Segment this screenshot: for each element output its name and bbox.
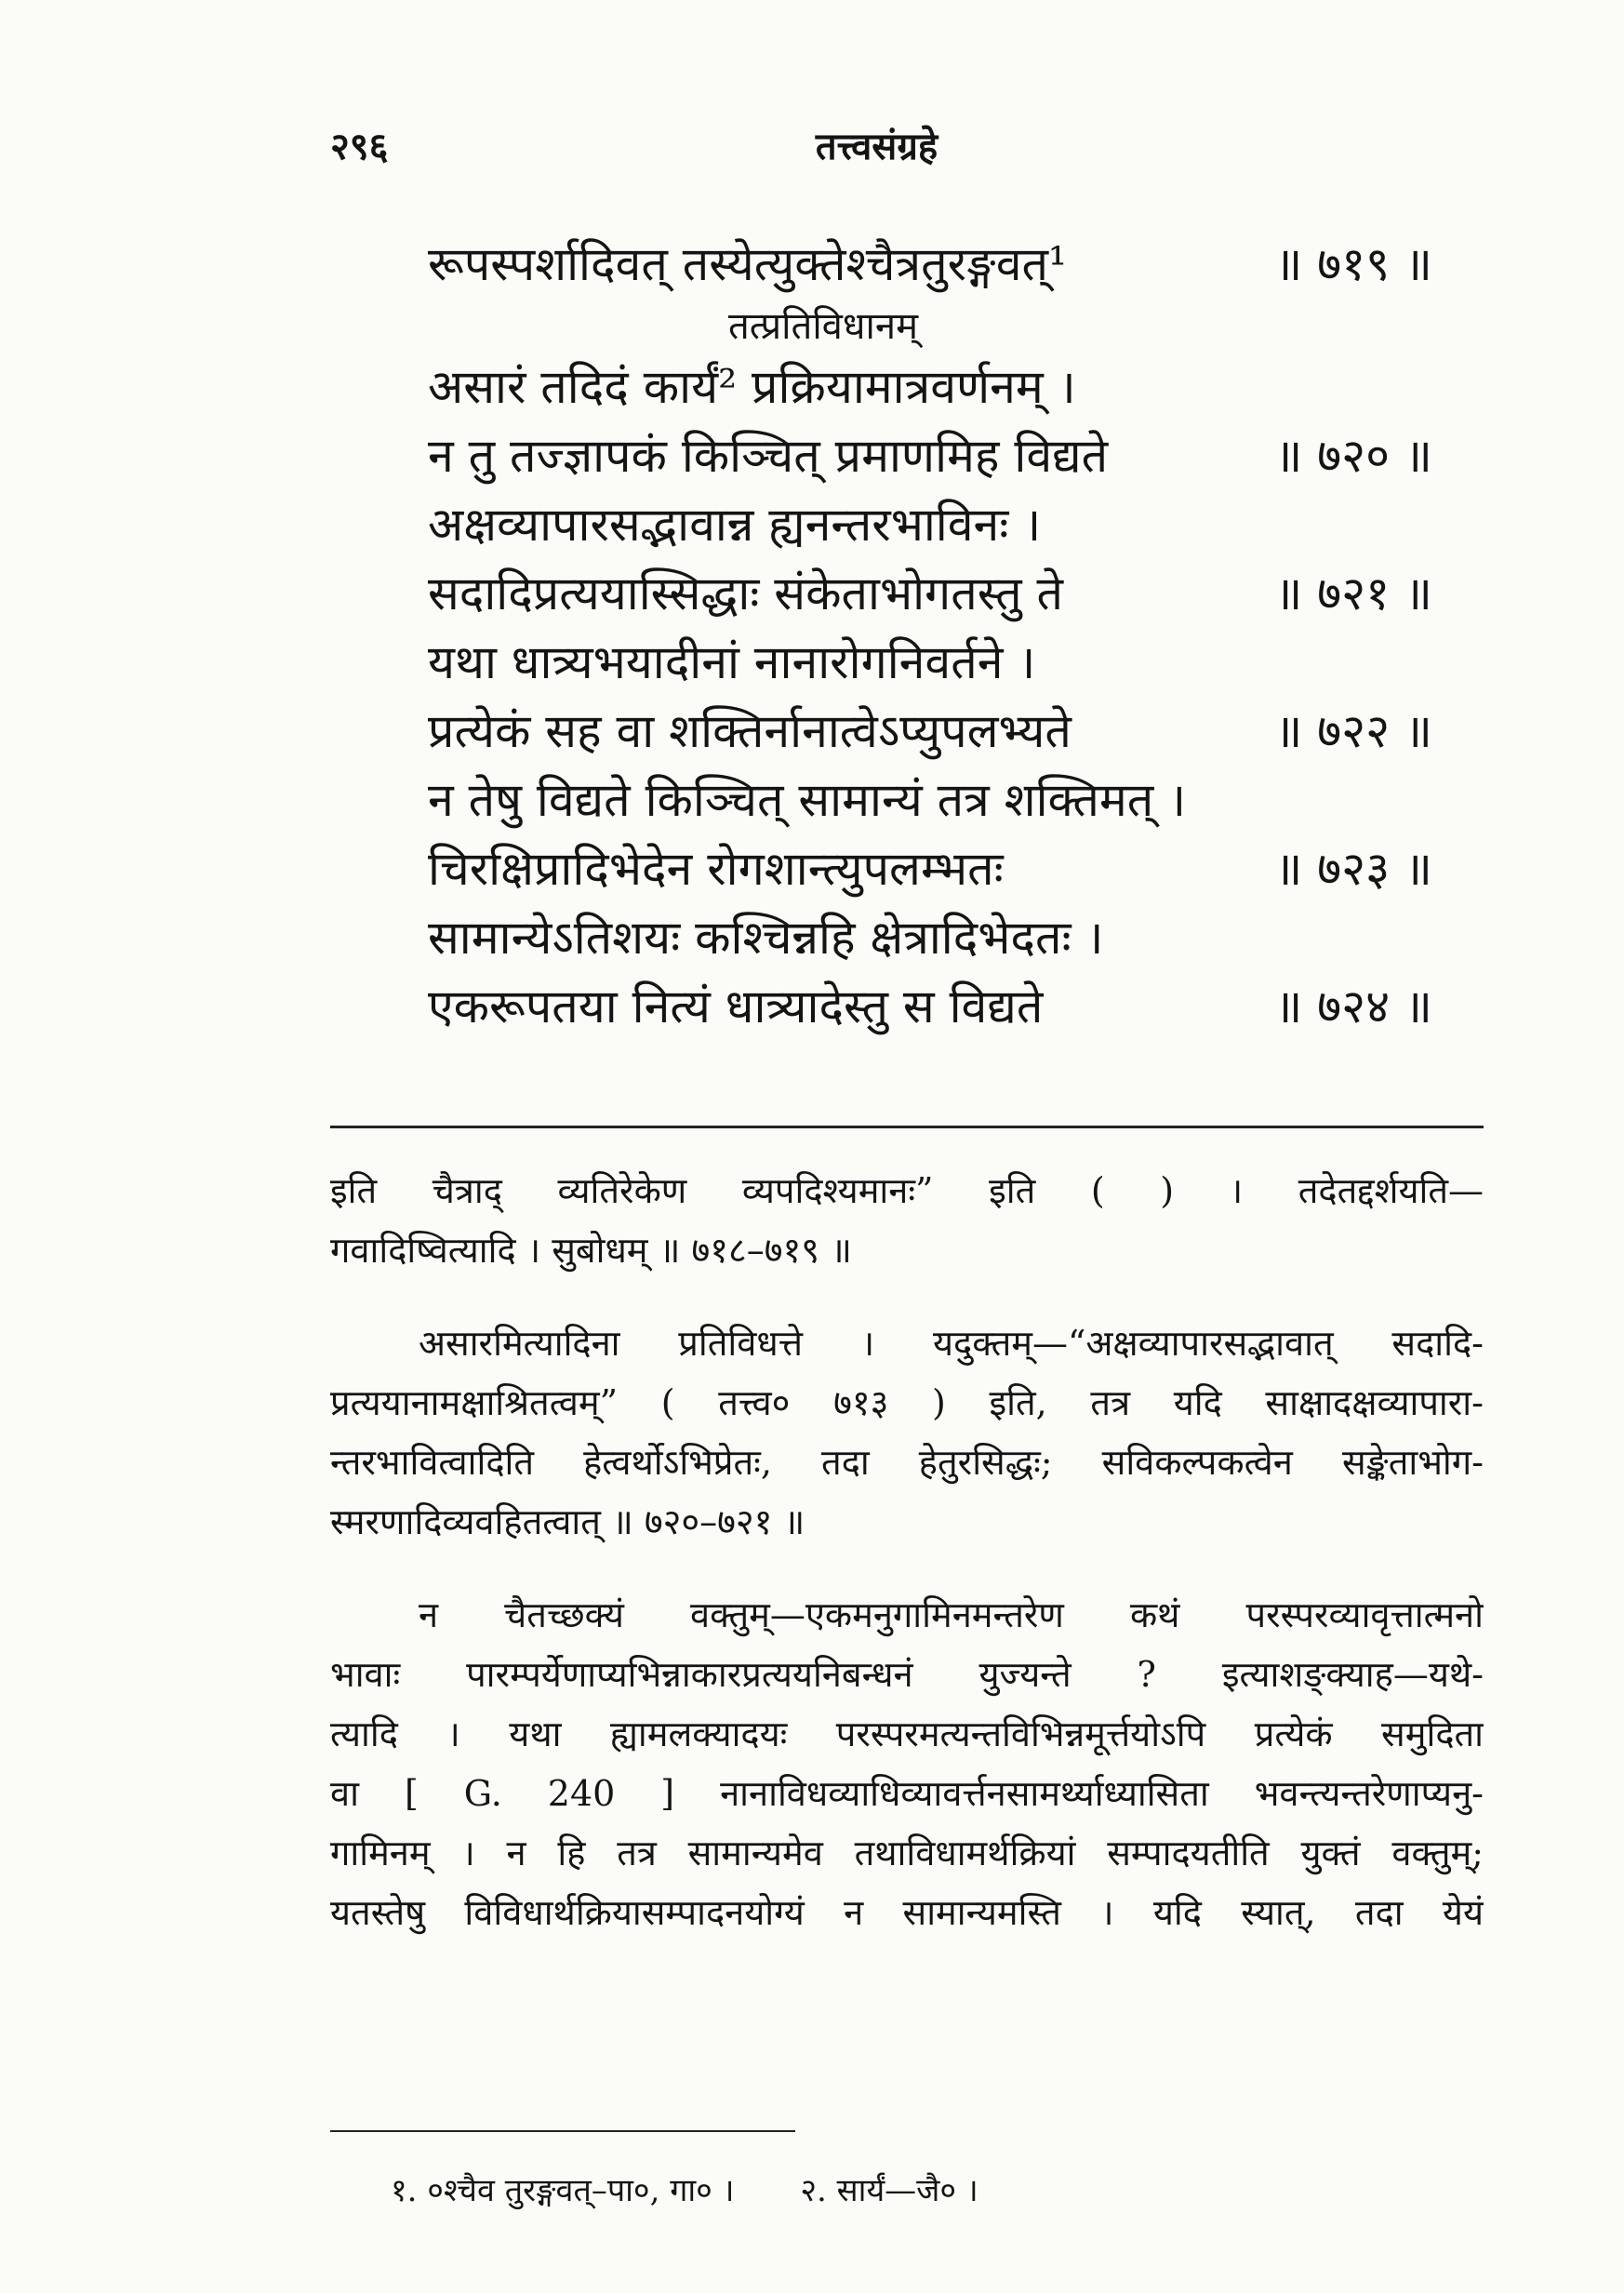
verse-line xyxy=(428,491,1432,560)
verse-text: सदादिप्रत्ययास्सिद्धाः संकेताभोगतस्तु ते xyxy=(428,567,1064,620)
commentary-line: प्रत्ययानामक्षाश्रितत्वम्” ( तत्त्व० ७१३ ) इति, तत्र यदि साक्षादक्षव्यापारा- xyxy=(330,1382,1484,1423)
commentary-paragraph xyxy=(330,1585,1484,1942)
footnote: १. ०श्चैव तुरङ्गवत्–पा०, गा० । xyxy=(391,2172,735,2209)
running-title: तत्त्वसंग्रहे xyxy=(815,125,938,168)
verse-block xyxy=(428,231,1432,1042)
commentary-line: न चैतच्छक्यं वक्तुम्—एकमनुगामिनमन्तरेण कथं परस्परव्यावृत्तात्मनो xyxy=(419,1594,1484,1635)
commentary-paragraph xyxy=(330,1161,1484,1280)
section-divider xyxy=(330,1126,1484,1128)
verse-number: ॥ ७२१ ॥ xyxy=(1274,567,1432,620)
verse-line xyxy=(428,973,1432,1042)
commentary-line: असारमित्यादिना प्रतिविधत्ते । यदुक्तम्—“अक्षव्यापारसद्भावात् सदादि- xyxy=(419,1323,1484,1364)
footnote-divider xyxy=(330,2130,795,2132)
verse-text: यथा धात्र्यभयादीनां नानारोगनिवर्तने । xyxy=(428,635,1036,689)
commentary-paragraph xyxy=(330,1313,1484,1552)
commentary-line: त्यादि । यथा ह्यामलक्यादयः परस्परमत्यन्तविभिन्नमूर्त्तयोऽपि प्रत्येकं समुदिता xyxy=(330,1713,1484,1754)
commentary-line: न्तरभावित्वादिति हेत्वर्थोऽभिप्रेतः, तदा हेतुरसिद्धः; सविकल्पकत्वेन सङ्केताभोग- xyxy=(330,1442,1484,1483)
verse-number: ॥ ७२३ ॥ xyxy=(1274,842,1432,896)
verse-line xyxy=(428,231,1432,300)
verse-line xyxy=(428,698,1432,767)
page-header xyxy=(330,119,1423,184)
section-heading: तत्प्रतिविधानम् xyxy=(728,305,918,348)
verse-line xyxy=(428,629,1432,698)
commentary-line: वा [ G. 240 ] नानाविधव्याधिव्यावर्त्तनसामर्थ्याध्यासिता भवन्त्यन्तरेणाप्यनु- xyxy=(330,1773,1484,1814)
verse-line xyxy=(428,560,1432,629)
footnotes xyxy=(391,2167,1414,2210)
verse-text: न तेषु विद्यते किञ्चित् सामान्यं तत्र शक्तिमत् । xyxy=(428,773,1187,827)
verse-text: रूपस्पर्शादिवत् तस्येत्युक्तेश्चैत्रतुरङ्गवत्¹ xyxy=(428,237,1068,291)
verse-line xyxy=(428,422,1432,491)
verse-number: ॥ ७२२ ॥ xyxy=(1274,704,1432,758)
verse-number: ॥ ७२० ॥ xyxy=(1274,429,1432,483)
commentary-line: स्मरणादिव्यवहितत्वात् ॥ ७२०–७२१ ॥ xyxy=(330,1501,805,1542)
verse-number: ॥ ७२४ ॥ xyxy=(1274,980,1432,1033)
verse-line xyxy=(428,353,1432,422)
commentary xyxy=(330,1161,1484,1976)
verse-text: चिरक्षिप्रादिभेदेन रोगशान्त्युपलम्भतः xyxy=(428,842,1004,896)
verse-text: एकरूपतया नित्यं धात्र्यादेस्तु स विद्यते xyxy=(428,980,1044,1033)
commentary-line: गामिनम् । न हि तत्र सामान्यमेव तथाविधामर्थक्रियां सम्पादयतीति युक्तं वक्तुम्; xyxy=(330,1833,1484,1873)
commentary-line: इति चैत्राद् व्यतिरेकेण व्यपदिश्यमानः” इति ( ) । तदेतद्दर्शयति— xyxy=(330,1170,1484,1211)
commentary-line: यतस्तेषु विविधार्थक्रियासम्पादनयोग्यं न सामान्यमस्ति । यदि स्यात्, तदा येयं xyxy=(330,1892,1484,1933)
verse-text: प्रत्येकं सह वा शक्तिर्नानात्वेऽप्युपलभ्यते xyxy=(428,704,1072,758)
verse-text: असारं तदिदं कार्यं² प्रक्रियामात्रवर्णनम् । xyxy=(428,360,1076,414)
commentary-line: गवादिष्वित्यादि । सुबोधम् ॥ ७१८–७१९ ॥ xyxy=(330,1230,852,1271)
verse-line xyxy=(428,767,1432,835)
verse-line xyxy=(428,835,1432,904)
commentary-line: भावाः पारम्पर्येणाप्यभिन्नाकारप्रत्ययनिबन्धनं युज्यन्ते ? इत्याशङ्क्याह—यथे- xyxy=(330,1654,1484,1695)
verse-number: ॥ ७१९ ॥ xyxy=(1274,237,1432,291)
verse-text: सामान्येऽतिशयः कश्चिन्नहि क्षेत्रादिभेदतः । xyxy=(428,911,1104,965)
verse-line xyxy=(428,904,1432,973)
verse-text: अक्षव्यापारसद्भावान्न ह्यनन्तरभाविनः । xyxy=(428,498,1042,552)
verse-text: न तु तज्ज्ञापकं किञ्चित् प्रमाणमिह विद्यते xyxy=(428,429,1109,483)
page-number: २९६ xyxy=(330,125,389,168)
footnote: २. सार्यं—जै० । xyxy=(800,2172,978,2209)
